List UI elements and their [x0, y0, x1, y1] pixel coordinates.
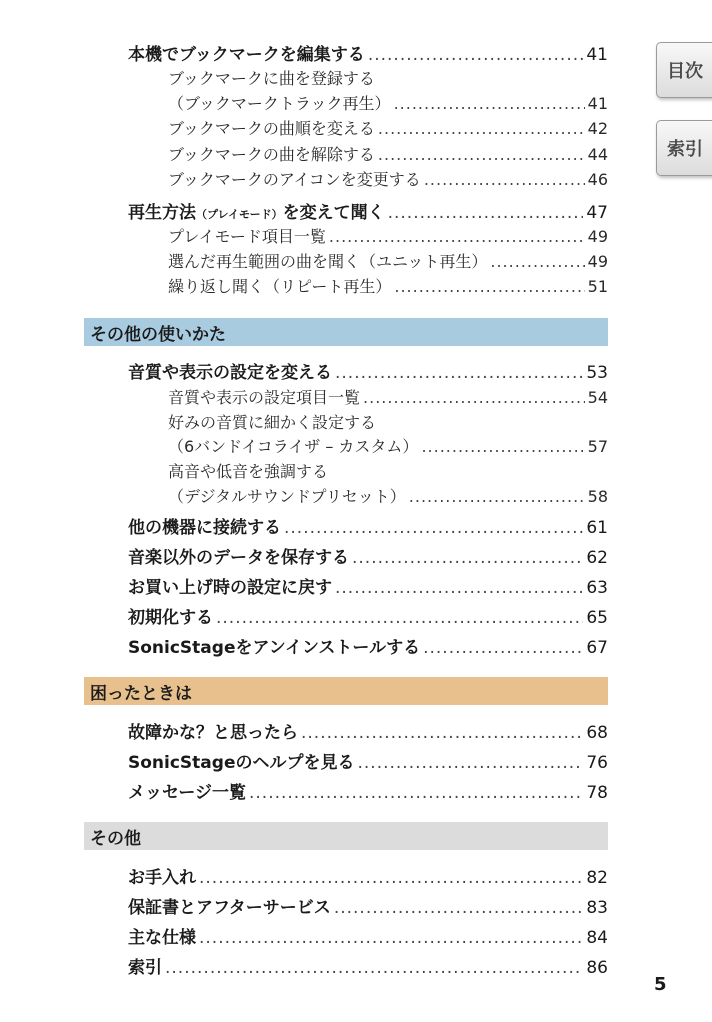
toc-page: 84: [586, 928, 608, 948]
toc-entry-sound-settings-list[interactable]: [168, 385, 608, 408]
toc-page: 41: [586, 45, 608, 65]
toc-entry-bookmark-icon[interactable]: [168, 167, 608, 190]
leader-dots: [216, 608, 583, 628]
toc-entry-equalizer-line1[interactable]: [168, 410, 608, 433]
leader-dots: [363, 388, 585, 407]
leader-dots: [368, 45, 584, 65]
toc-title-note: （プレイモード）: [196, 208, 283, 221]
section-title: その他: [90, 828, 141, 849]
leader-dots: [378, 119, 585, 138]
toc-title: プレイモード項目一覧: [168, 227, 326, 246]
toc-entry-preset-line2[interactable]: [168, 484, 608, 507]
leader-dots: [394, 94, 585, 113]
toc-entry-sound-settings[interactable]: [128, 358, 608, 383]
toc-title: 選んだ再生範囲の曲を聞く（ユニット再生）: [168, 252, 488, 271]
toc-entry-bookmark-add-line1[interactable]: [168, 66, 608, 89]
toc-entry-bookmark-remove[interactable]: [168, 142, 608, 165]
toc-page: 47: [586, 203, 608, 223]
toc-title: 高音や低音を強調する: [168, 462, 329, 481]
leader-dots: [357, 753, 583, 773]
toc-page: 83: [586, 898, 608, 918]
toc-entry-index[interactable]: [128, 953, 608, 978]
leader-dots: [409, 487, 585, 506]
toc-page: 57: [587, 437, 608, 456]
toc-title: 索引: [128, 958, 162, 978]
toc-title: 他の機器に接続する: [128, 518, 281, 538]
toc-entry-equalizer-line2[interactable]: [168, 434, 608, 457]
leader-dots: [352, 548, 583, 568]
toc-entry-bookmark-order[interactable]: [168, 116, 608, 139]
toc-entry-connect[interactable]: [128, 513, 608, 538]
leader-dots: [249, 783, 583, 803]
toc-title: ブックマークの曲を解除する: [168, 145, 375, 164]
toc-title: SonicStageのヘルプを見る: [128, 753, 355, 773]
toc-entry-save-data[interactable]: [128, 543, 608, 568]
toc-page: 58: [587, 487, 608, 506]
toc-page: 65: [586, 608, 608, 628]
toc-page: 62: [586, 548, 608, 568]
tab-contents-label: 目次: [667, 61, 703, 82]
toc-entry-uninstall[interactable]: [128, 633, 608, 658]
leader-dots: [284, 518, 583, 538]
toc-title: 保証書とアフターサービス: [128, 898, 331, 918]
section-header-troubleshooting: [84, 677, 608, 705]
toc-page: 46: [587, 170, 608, 189]
toc-page: 41: [587, 94, 608, 113]
tab-index-label: 索引: [667, 139, 703, 160]
toc-entry-repeat-play[interactable]: [168, 274, 608, 297]
leader-dots: [199, 868, 583, 888]
leader-dots: [329, 227, 585, 246]
toc-title: 主な仕様: [128, 928, 196, 948]
toc-entry-reset[interactable]: [128, 573, 608, 598]
section-header-misc: [84, 822, 608, 850]
toc-title: お手入れ: [128, 868, 196, 888]
toc-page: 82: [586, 868, 608, 888]
toc-title-pre: 再生方法: [128, 203, 196, 223]
toc-title: （デジタルサウンドプリセット）: [168, 487, 406, 506]
toc-page: 86: [586, 958, 608, 978]
toc-entry-care[interactable]: [128, 863, 608, 888]
toc-entry-bookmark-add-line2[interactable]: [168, 91, 608, 114]
leader-dots: [301, 723, 583, 743]
toc-title: [128, 198, 385, 223]
toc-entry-specs[interactable]: [128, 923, 608, 948]
section-title: その他の使いかた: [90, 324, 226, 345]
toc-title: 初期化する: [128, 608, 213, 628]
toc-title: （ブックマークトラック再生）: [168, 94, 391, 113]
toc-title: メッセージ一覧: [128, 783, 246, 803]
toc-page: 44: [587, 145, 608, 164]
toc-title: お買い上げ時の設定に戻す: [128, 578, 332, 598]
toc-title: SonicStageをアンインストールする: [128, 638, 421, 658]
toc-page: 49: [587, 252, 608, 271]
toc-page: 67: [586, 638, 608, 658]
leader-dots: [394, 277, 584, 296]
toc-page: 42: [587, 119, 608, 138]
leader-dots: [334, 898, 584, 918]
leader-dots: [490, 252, 584, 271]
toc-entry-bookmark-edit[interactable]: [128, 40, 608, 65]
toc-entry-warranty[interactable]: [128, 893, 608, 918]
leader-dots: [335, 578, 583, 598]
leader-dots: [199, 928, 583, 948]
toc-title: ブックマークに曲を登録する: [168, 69, 375, 88]
toc-title: 音質や表示の設定を変える: [128, 363, 332, 383]
toc-page: 76: [586, 753, 608, 773]
toc-entry-preset-line1[interactable]: [168, 459, 608, 482]
leader-dots: [335, 363, 583, 383]
toc-title-post: を変えて聞く: [282, 203, 385, 223]
toc-title: 故障かな？と思ったら: [128, 723, 298, 743]
toc-entry-playmode[interactable]: [128, 198, 608, 223]
toc-entry-playmode-list[interactable]: [168, 224, 608, 247]
tab-contents[interactable]: [656, 42, 712, 98]
section-header-other-usage: [84, 318, 608, 346]
toc-title: 本機でブックマークを編集する: [128, 45, 365, 65]
tab-index[interactable]: [656, 120, 712, 176]
toc-page: 68: [586, 723, 608, 743]
toc-title: ブックマークのアイコンを変更する: [168, 170, 421, 189]
toc-entry-unit-play[interactable]: [168, 249, 608, 272]
toc-entry-format[interactable]: [128, 603, 608, 628]
toc-title: 繰り返し聞く（リピート再生）: [168, 277, 392, 296]
leader-dots: [378, 145, 585, 164]
toc-page: 54: [587, 388, 608, 407]
leader-dots: [421, 437, 584, 456]
toc-page: 61: [586, 518, 608, 538]
leader-dots: [165, 958, 583, 978]
toc-entry-messages[interactable]: [128, 778, 608, 803]
toc-title: （6バンドイコライザ – カスタム）: [168, 437, 419, 456]
toc-page: 49: [587, 227, 608, 246]
toc-page: 51: [587, 277, 608, 296]
section-title: 困ったときは: [90, 683, 192, 704]
toc-entry-trouble[interactable]: [128, 718, 608, 743]
page-number: 5: [654, 974, 667, 995]
toc-entry-help[interactable]: [128, 748, 608, 773]
leader-dots: [388, 203, 584, 223]
toc-page: 78: [586, 783, 608, 803]
toc-title: ブックマークの曲順を変える: [168, 119, 375, 138]
leader-dots: [424, 170, 585, 189]
toc-page: 53: [586, 363, 608, 383]
leader-dots: [423, 638, 583, 658]
toc-page: 63: [586, 578, 608, 598]
toc-title: 音楽以外のデータを保存する: [128, 548, 349, 568]
toc-title: 好みの音質に細かく設定する: [168, 413, 377, 432]
toc-title: 音質や表示の設定項目一覧: [168, 388, 361, 407]
